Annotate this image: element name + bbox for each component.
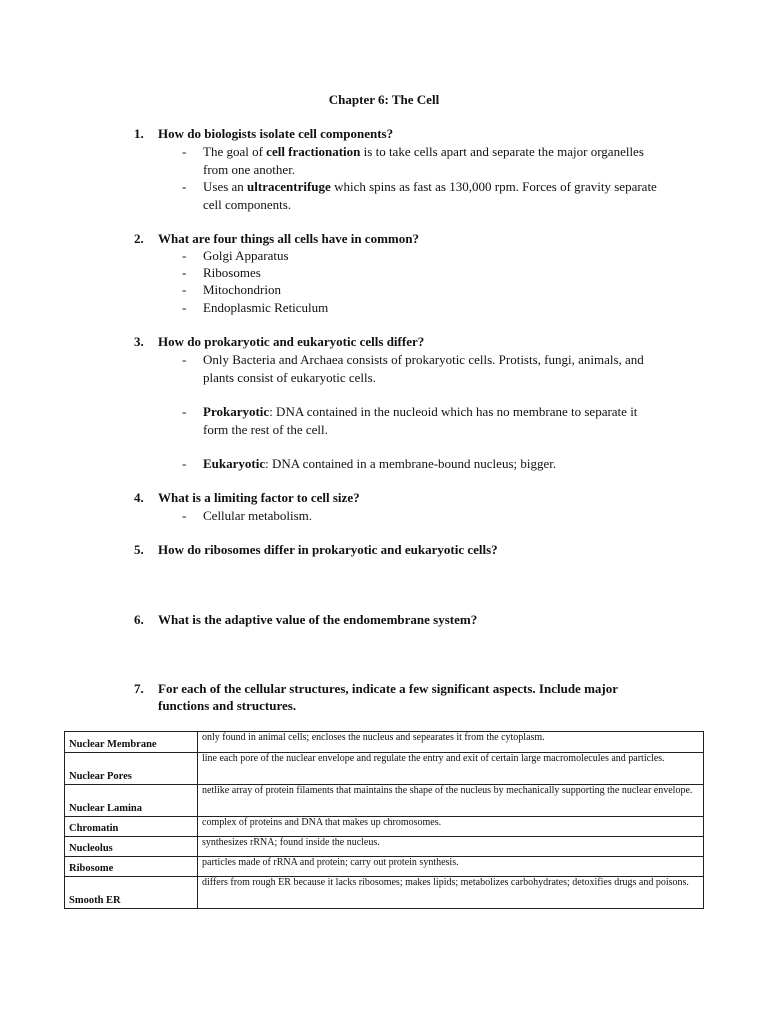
- bullet-dash: -: [182, 404, 187, 419]
- bullet-dash: -: [182, 179, 187, 194]
- question-text: What is the adaptive value of the endomembrane system?: [158, 612, 478, 627]
- question-5: [134, 541, 664, 558]
- structure-description: line each pore of the nuclear envelope and regulate the entry and exit of certain large macromolecules and particles.: [198, 753, 704, 785]
- structure-name: Ribosome: [65, 857, 198, 877]
- bullet-dash: -: [182, 265, 187, 280]
- question-text: How do ribosomes differ in prokaryotic and eukaryotic cells?: [158, 542, 498, 557]
- question-4: [134, 489, 664, 506]
- question-number: 3.: [134, 334, 144, 349]
- list-item: - Eukaryotic: DNA contained in a membrane-bound nucleus; bigger.: [182, 456, 557, 471]
- question-6: [134, 611, 664, 628]
- list-item: - Cellular metabolism.: [182, 508, 313, 523]
- question-7: [134, 680, 664, 714]
- question-number: 2.: [134, 231, 144, 246]
- bullet-dash: -: [182, 508, 187, 523]
- question-3: [134, 333, 664, 350]
- table-row: [65, 837, 704, 857]
- bullet-dash: -: [182, 300, 187, 315]
- table-row: [65, 732, 704, 753]
- question-number: 5.: [134, 542, 144, 557]
- table-row: [65, 817, 704, 837]
- bullet-dash: -: [182, 456, 187, 471]
- list-item: - The goal of cell fractionation is to take cells apart and separate the major organelles from one another.: [182, 144, 644, 177]
- list-item: - Ribosomes: [182, 265, 261, 280]
- structure-description: complex of proteins and DNA that makes up chromosomes.: [198, 817, 704, 837]
- key-term: ultracentrifuge: [247, 179, 331, 194]
- list-item: - Only Bacteria and Archaea consists of prokaryotic cells. Protists, fungi, animals, and plants consist of eukaryotic cells.: [182, 352, 644, 385]
- table-row: [65, 785, 704, 817]
- key-term: Prokaryotic: [203, 404, 270, 419]
- page-title: Chapter 6: The Cell: [328, 92, 440, 107]
- structure-name: Nuclear Pores: [65, 753, 198, 785]
- bullet-dash: -: [182, 282, 187, 297]
- key-term: cell fractionation: [266, 144, 361, 159]
- question-number: 4.: [134, 490, 144, 505]
- structure-description: differs from rough ER because it lacks ribosomes; makes lipids; metabolizes carbohydrates; detoxifies drugs and poisons.: [198, 877, 704, 909]
- question-number: 1.: [134, 126, 144, 141]
- question-number: 7.: [134, 681, 144, 696]
- structure-name: Smooth ER: [65, 877, 198, 909]
- bullet-dash: -: [182, 352, 187, 367]
- structure-name: Nuclear Membrane: [65, 732, 198, 753]
- list-item: - Mitochondrion: [182, 282, 281, 297]
- question-text: What is a limiting factor to cell size?: [158, 490, 360, 505]
- bullet-dash: -: [182, 248, 187, 263]
- list-item: - Uses an ultracentrifuge which spins as fast as 130,000 rpm. Forces of gravity separate cell components.: [182, 179, 657, 212]
- structure-description: only found in animal cells; encloses the nucleus and sepearates it from the cytoplasm.: [198, 732, 704, 753]
- question-text: What are four things all cells have in common?: [158, 231, 419, 246]
- structure-description: netlike array of protein filaments that maintains the shape of the nucleus by mechanically supporting the nuclear envelope.: [198, 785, 704, 817]
- question-text: For each of the cellular structures, indicate a few significant aspects. Include major functions and structures.: [158, 681, 618, 713]
- list-item: - Golgi Apparatus: [182, 248, 289, 263]
- cell-structures-table: [64, 731, 704, 909]
- structure-name: Nuclear Lamina: [65, 785, 198, 817]
- table-row: [65, 877, 704, 909]
- key-term: Eukaryotic: [203, 456, 266, 471]
- list-item: - Endoplasmic Reticulum: [182, 300, 329, 315]
- structure-name: Nucleolus: [65, 837, 198, 857]
- structure-description: particles made of rRNA and protein; carry out protein synthesis.: [198, 857, 704, 877]
- structure-description: synthesizes rRNA; found inside the nucleus.: [198, 837, 704, 857]
- question-number: 6.: [134, 612, 144, 627]
- list-item: - Prokaryotic: DNA contained in the nucleoid which has no membrane to separate it form the rest of the cell.: [182, 404, 638, 437]
- table-row: [65, 753, 704, 785]
- question-2: [134, 230, 664, 247]
- structure-name: Chromatin: [65, 817, 198, 837]
- question-text: How do prokaryotic and eukaryotic cells differ?: [158, 334, 425, 349]
- question-1: [134, 125, 664, 142]
- bullet-dash: -: [182, 144, 187, 159]
- table-row: [65, 857, 704, 877]
- question-text: How do biologists isolate cell components?: [158, 126, 394, 141]
